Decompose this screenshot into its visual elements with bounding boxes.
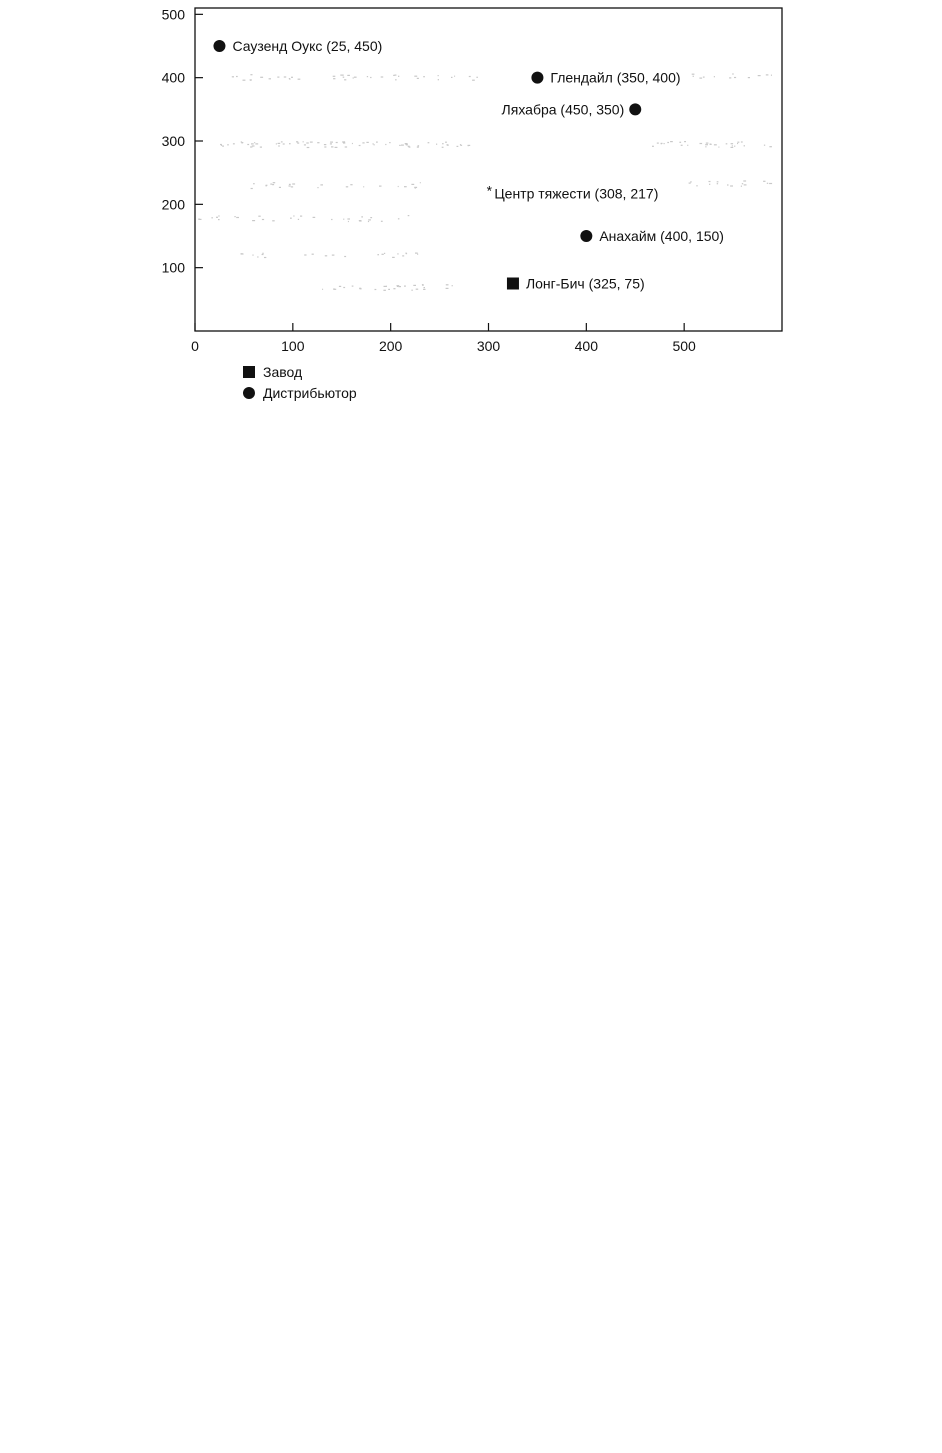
noise-speck	[652, 146, 654, 147]
noise-speck	[332, 255, 335, 256]
noise-speck	[424, 287, 426, 288]
noise-speck	[292, 183, 295, 184]
noise-speck	[336, 142, 338, 143]
noise-speck	[251, 143, 254, 144]
noise-speck	[664, 143, 665, 144]
noise-speck	[199, 219, 202, 220]
y-tick-label: 100	[161, 259, 185, 276]
noise-speck	[266, 185, 267, 186]
noise-speck	[657, 143, 659, 144]
noise-speck	[257, 256, 258, 257]
noise-speck	[368, 221, 369, 222]
noise-speck	[304, 254, 306, 255]
noise-speck	[254, 142, 255, 143]
noise-speck	[368, 219, 371, 220]
noise-speck	[732, 145, 733, 146]
point-label: Анахайм (400, 150)	[599, 228, 724, 244]
noise-speck	[402, 255, 404, 256]
noise-speck	[696, 185, 697, 186]
noise-speck	[703, 77, 705, 78]
noise-speck	[404, 186, 407, 187]
noise-speck	[763, 181, 765, 182]
noise-speck	[289, 184, 291, 185]
noise-speck	[417, 254, 418, 255]
noise-speck	[333, 78, 335, 79]
noise-speck	[281, 141, 283, 142]
noise-speck	[445, 142, 447, 143]
noise-speck	[247, 144, 249, 145]
noise-speck	[290, 218, 292, 219]
x-tick-label: 0	[191, 338, 199, 354]
noise-speck	[236, 217, 239, 218]
legend-label: Дистрибьютор	[263, 385, 357, 401]
noise-speck	[252, 220, 255, 221]
noise-speck	[718, 147, 719, 148]
y-tick-label: 400	[161, 69, 185, 86]
circle-marker	[580, 230, 592, 242]
noise-speck	[252, 145, 255, 146]
noise-speck	[317, 187, 318, 188]
noise-speck	[399, 145, 401, 146]
noise-speck	[420, 182, 421, 183]
noise-speck	[283, 143, 285, 144]
point-label: Лонг-Бич (325, 75)	[525, 275, 645, 292]
noise-speck	[289, 143, 291, 144]
noise-speck	[367, 76, 368, 77]
noise-speck	[276, 143, 277, 144]
noise-speck	[272, 220, 275, 221]
square-marker	[243, 366, 255, 378]
noise-speck	[769, 183, 772, 184]
point-label: Саузенд Оукс (25, 450)	[232, 38, 383, 54]
noise-speck	[262, 219, 264, 220]
point-label: Ляхабра (450, 350)	[501, 101, 625, 118]
noise-speck	[687, 145, 688, 146]
noise-speck	[242, 142, 243, 143]
noise-speck	[289, 79, 290, 80]
noise-speck	[373, 143, 374, 144]
noise-speck	[401, 145, 404, 146]
centroid-label: Центр тяжести (308, 217)	[494, 185, 659, 202]
noise-speck	[359, 288, 361, 289]
noise-speck	[699, 78, 702, 79]
noise-speck	[689, 183, 691, 184]
noise-speck	[398, 186, 399, 187]
noise-speck	[451, 77, 453, 78]
noise-speck	[382, 254, 384, 255]
noise-speck	[417, 147, 419, 148]
noise-speck	[408, 215, 410, 216]
noise-speck	[706, 143, 709, 144]
noise-speck	[727, 184, 729, 185]
noise-speck	[255, 143, 258, 144]
noise-speck	[218, 215, 219, 216]
noise-speck	[700, 143, 703, 144]
noise-speck	[679, 142, 681, 143]
noise-speck	[313, 217, 316, 218]
noise-speck	[352, 143, 353, 144]
y-tick-label: 300	[161, 133, 185, 149]
noise-speck	[241, 253, 244, 254]
noise-speck	[381, 76, 384, 77]
noise-speck	[216, 217, 218, 218]
circle-marker	[213, 40, 225, 52]
noise-speck	[310, 142, 313, 143]
noise-speck	[354, 77, 357, 78]
noise-speck	[692, 74, 695, 75]
noise-speck	[758, 75, 761, 76]
noise-speck	[769, 146, 772, 147]
noise-speck	[350, 184, 352, 185]
noise-speck	[343, 219, 344, 220]
noise-speck	[411, 184, 414, 185]
noise-speck	[322, 289, 323, 290]
noise-speck	[442, 143, 444, 144]
noise-speck	[709, 184, 710, 185]
noise-speck	[394, 75, 396, 76]
noise-speck	[277, 77, 279, 78]
noise-speck	[398, 218, 400, 219]
noise-speck	[250, 74, 252, 75]
noise-speck	[395, 79, 397, 80]
noise-speck	[347, 75, 350, 76]
noise-speck	[726, 143, 728, 144]
noise-speck	[278, 143, 281, 144]
noise-speck	[234, 216, 235, 217]
noise-speck	[709, 181, 711, 182]
noise-speck	[742, 183, 743, 184]
noise-speck	[298, 79, 301, 80]
noise-speck	[325, 255, 327, 256]
noise-speck	[278, 145, 280, 146]
noise-speck	[303, 141, 304, 142]
x-axis	[191, 323, 696, 354]
noise-speck	[331, 146, 333, 147]
noise-speck	[218, 219, 220, 220]
noise-speck	[353, 77, 354, 78]
noise-speck	[306, 142, 309, 143]
circle-marker	[531, 72, 543, 84]
noise-speck	[717, 181, 719, 182]
noise-speck	[269, 78, 271, 79]
noise-speck	[343, 77, 345, 78]
noise-speck	[476, 77, 478, 78]
noise-speck	[320, 184, 323, 185]
noise-speck	[243, 80, 246, 81]
noise-speck	[737, 143, 738, 144]
asterisk-marker: *	[486, 182, 493, 199]
noise-speck	[227, 144, 229, 145]
noise-speck	[312, 254, 314, 255]
noise-speck	[714, 144, 717, 145]
y-axis	[162, 6, 203, 275]
noise-speck	[422, 285, 424, 286]
circle-marker	[629, 103, 641, 115]
circle-marker	[243, 387, 255, 399]
noise-speck	[472, 80, 475, 81]
noise-speck	[379, 186, 382, 187]
noise-speck	[454, 76, 455, 77]
noise-speck	[397, 285, 400, 286]
noise-speck	[681, 145, 683, 146]
noise-speck	[236, 76, 238, 77]
noise-speck	[339, 286, 341, 287]
scan-noise	[198, 73, 772, 291]
noise-speck	[291, 77, 293, 78]
noise-speck	[291, 186, 293, 187]
noise-speck	[297, 143, 299, 144]
noise-speck	[343, 142, 345, 143]
noise-speck	[375, 289, 377, 290]
noise-speck	[452, 285, 453, 286]
noise-speck	[406, 144, 408, 145]
noise-speck	[446, 288, 449, 289]
noise-speck	[361, 216, 363, 217]
noise-speck	[273, 182, 276, 183]
noise-speck	[418, 145, 420, 146]
noise-speck	[211, 217, 213, 218]
noise-speck	[389, 142, 390, 143]
noise-speck	[362, 142, 364, 143]
data-marks	[213, 38, 724, 292]
noise-speck	[416, 289, 419, 290]
noise-speck	[438, 75, 439, 76]
noise-speck	[413, 285, 416, 286]
noise-speck	[393, 75, 394, 76]
x-tick-label: 300	[476, 338, 501, 354]
noise-speck	[343, 287, 345, 288]
noise-speck	[731, 143, 734, 144]
noise-speck	[333, 289, 336, 290]
noise-speck	[428, 142, 430, 143]
point-label: Глендайл (350, 400)	[550, 69, 681, 86]
noise-speck	[359, 145, 361, 146]
noise-speck	[298, 219, 299, 220]
noise-speck	[324, 144, 326, 145]
legend-label: Завод	[263, 364, 303, 380]
y-tick-label: 200	[161, 196, 185, 213]
noise-speck	[393, 288, 395, 289]
noise-speck	[346, 186, 348, 187]
noise-speck	[732, 73, 734, 74]
noise-speck	[370, 77, 371, 78]
noise-speck	[392, 257, 395, 258]
noise-speck	[251, 188, 253, 189]
noise-speck	[293, 215, 294, 216]
noise-speck	[335, 147, 338, 148]
noise-speck	[221, 145, 222, 146]
noise-speck	[376, 142, 378, 143]
noise-speck	[284, 76, 286, 77]
noise-speck	[383, 290, 386, 291]
noise-speck	[729, 77, 731, 78]
noise-speck	[737, 142, 739, 143]
noise-speck	[705, 146, 706, 147]
noise-speck	[272, 184, 274, 185]
noise-speck	[705, 144, 708, 145]
noise-speck	[344, 256, 346, 257]
noise-speck	[233, 143, 235, 144]
noise-speck	[743, 180, 746, 181]
noise-speck	[262, 253, 263, 254]
noise-speck	[417, 78, 419, 79]
noise-speck	[741, 186, 742, 187]
noise-speck	[460, 145, 462, 146]
x-tick-label: 500	[672, 338, 696, 354]
noise-speck	[457, 146, 459, 147]
noise-speck	[767, 183, 768, 184]
noise-speck	[442, 147, 444, 148]
noise-speck	[661, 143, 662, 144]
noise-speck	[331, 219, 332, 220]
noise-speck	[317, 142, 319, 143]
noise-speck	[262, 254, 264, 255]
noise-speck	[447, 145, 449, 146]
noise-speck	[307, 147, 310, 148]
noise-speck	[359, 220, 361, 221]
noise-speck	[423, 76, 425, 77]
noise-speck	[766, 74, 769, 75]
noise-speck	[270, 184, 272, 185]
noise-speck	[304, 144, 306, 145]
x-tick-label: 100	[281, 338, 305, 354]
noise-speck	[345, 146, 347, 147]
noise-speck	[730, 185, 733, 186]
noise-speck	[377, 254, 379, 255]
noise-speck	[415, 187, 417, 188]
noise-speck	[333, 76, 336, 77]
noise-speck	[734, 77, 736, 78]
noise-speck	[330, 142, 333, 143]
noise-speck	[684, 141, 686, 142]
noise-speck	[388, 289, 390, 290]
noise-speck	[260, 147, 262, 148]
y-tick-label: 500	[161, 6, 185, 23]
noise-speck	[385, 144, 386, 145]
noise-speck	[667, 142, 669, 143]
plot-area-frame	[195, 8, 782, 331]
scatter-chart	[0, 0, 942, 420]
noise-speck	[252, 255, 253, 256]
noise-speck	[250, 80, 252, 81]
x-tick-label: 400	[574, 338, 599, 354]
noise-speck	[468, 145, 469, 146]
noise-speck	[296, 141, 298, 142]
noise-speck	[381, 221, 383, 222]
noise-speck	[264, 257, 266, 258]
noise-speck	[300, 216, 302, 217]
noise-speck	[717, 183, 718, 184]
noise-speck	[710, 144, 712, 145]
noise-speck	[404, 286, 406, 287]
noise-speck	[744, 145, 745, 146]
noise-speck	[436, 144, 437, 145]
noise-speck	[397, 253, 398, 254]
noise-speck	[446, 284, 449, 285]
noise-speck	[260, 77, 263, 78]
noise-speck	[438, 79, 439, 80]
noise-speck	[423, 289, 425, 290]
noise-speck	[232, 76, 234, 77]
noise-speck	[731, 147, 734, 148]
noise-speck	[741, 141, 743, 142]
noise-speck	[414, 76, 417, 77]
noise-speck	[366, 142, 368, 143]
noise-speck	[347, 218, 350, 219]
noise-speck	[406, 253, 407, 254]
noise-speck	[748, 77, 750, 78]
noise-speck	[363, 186, 364, 187]
noise-speck	[415, 253, 418, 254]
noise-speck	[384, 253, 385, 254]
noise-speck	[330, 143, 332, 144]
noise-speck	[370, 217, 372, 218]
noise-speck	[222, 146, 224, 147]
legend	[243, 364, 357, 401]
noise-speck	[469, 76, 471, 77]
square-marker	[507, 278, 519, 290]
noise-speck	[670, 141, 673, 142]
noise-speck	[324, 146, 326, 147]
noise-speck	[734, 146, 735, 147]
noise-speck	[340, 75, 343, 76]
noise-speck	[348, 221, 349, 222]
noise-speck	[258, 216, 260, 217]
noise-speck	[409, 147, 411, 148]
noise-speck	[279, 187, 281, 188]
noise-speck	[771, 75, 772, 76]
noise-speck	[386, 286, 387, 287]
noise-speck	[764, 145, 765, 146]
noise-speck	[690, 181, 692, 182]
noise-speck	[374, 144, 375, 145]
noise-speck	[693, 76, 694, 77]
noise-speck	[714, 76, 715, 77]
noise-speck	[744, 184, 747, 185]
noise-speck	[398, 76, 399, 77]
noise-speck	[344, 79, 346, 80]
noise-speck	[289, 185, 291, 186]
noise-speck	[411, 290, 412, 291]
noise-speck	[352, 286, 354, 287]
noise-speck	[253, 183, 255, 184]
x-tick-label: 200	[378, 338, 403, 354]
